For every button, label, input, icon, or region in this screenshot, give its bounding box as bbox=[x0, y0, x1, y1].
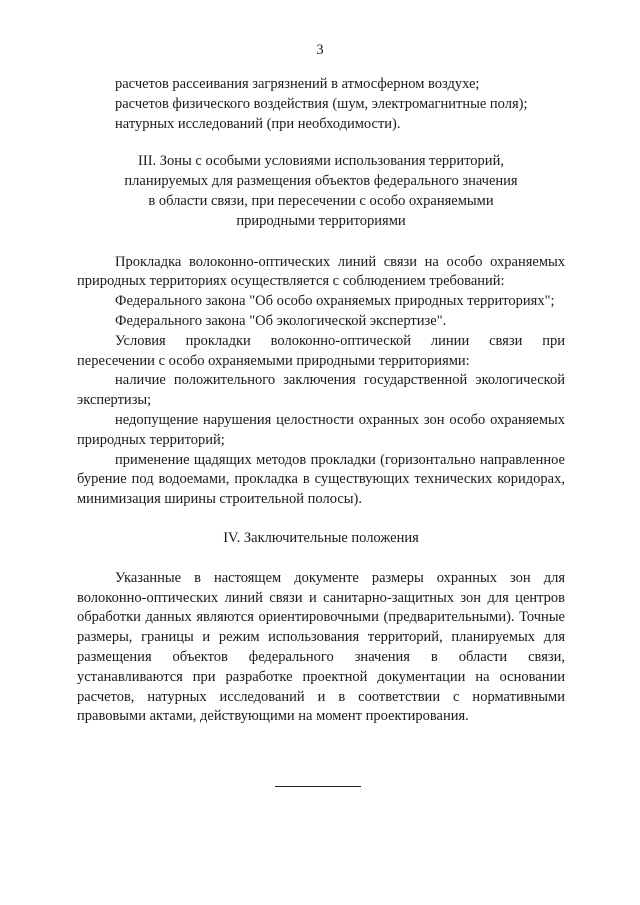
paragraph: Федерального закона "Об особо охраняемых природных территориях"; bbox=[115, 293, 555, 310]
section-heading-line: природными территориями bbox=[236, 212, 406, 229]
list-item: расчетов рассеивания загрязнений в атмосферном воздухе; bbox=[115, 76, 480, 92]
spacer bbox=[77, 134, 565, 152]
list-item: расчетов физического воздействия (шум, электромагнитные поля); bbox=[115, 95, 528, 112]
paragraph: применение щадящих методов прокладки (горизонтально направленное бурение под водоемами, прокладка в существующих технических коридорах, минимизация ширины строительной полосы). bbox=[77, 451, 565, 508]
spacer bbox=[77, 232, 565, 253]
page-number: 3 bbox=[316, 42, 324, 58]
paragraph: недопущение нарушения целостности охранных зон особо охраняемых природных территорий; bbox=[77, 411, 565, 448]
section-heading-line: в области связи, при пересечении с особо охраняемыми bbox=[148, 192, 494, 209]
paragraph: Условия прокладки волоконно-оптической линии связи при пересечении с особо охраняемыми природными территориями: bbox=[77, 332, 565, 369]
spacer bbox=[77, 549, 565, 569]
section-3-body bbox=[77, 253, 565, 510]
paragraph: Указанные в настоящем документе размеры охранных зон для волоконно-оптических линий связи и санитарно-защитных зон для центров обработки данных являются ориентировочными (предварительными). Точные размеры, границы и режим использования территорий, планируемых для размещения объектов федерального значения в области связи, устанавливаются при разработке проектной документации на основании расчетов, натурных исследований и в соответствии с нормативными правовыми актами, действующими на момент проектирования. bbox=[77, 569, 565, 725]
section-3-heading bbox=[77, 152, 565, 231]
document-body bbox=[77, 75, 565, 727]
paragraph: наличие положительного заключения государственной экологической экспертизы; bbox=[77, 372, 565, 409]
closing-rule bbox=[275, 786, 361, 787]
spacer bbox=[77, 510, 565, 529]
paragraph: Прокладка волоконно-оптических линий связи на особо охраняемых природных территориях осуществляется с соблюдением требований: bbox=[77, 253, 565, 290]
list-item: натурных исследований (при необходимости). bbox=[115, 115, 401, 132]
section-4-heading: IV. Заключительные положения bbox=[223, 529, 419, 546]
section-heading-line: планируемых для размещения объектов федерального значения bbox=[124, 173, 518, 190]
section-heading-line: III. Зоны с особыми условиями использования территорий, bbox=[138, 153, 504, 170]
paragraph: Федерального закона "Об экологической экспертизе". bbox=[115, 312, 447, 329]
